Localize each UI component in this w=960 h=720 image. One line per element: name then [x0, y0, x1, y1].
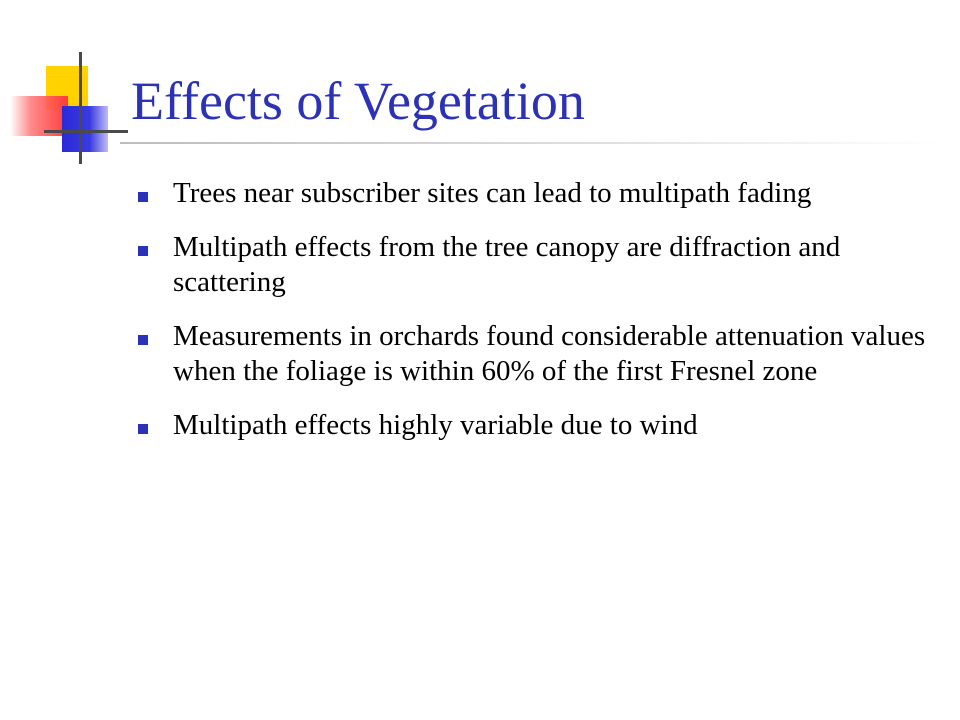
title-underline [120, 142, 940, 144]
bullet-item [136, 408, 936, 443]
bullet-text: Multipath effects from the tree canopy are diffraction and scattering [173, 231, 841, 298]
bullet-item [136, 319, 936, 389]
square-bullet-icon [138, 335, 148, 345]
bullet-item [136, 176, 936, 211]
bullet-text: Trees near subscriber sites can lead to multipath fading [173, 177, 812, 209]
vertical-line [79, 52, 82, 164]
decorative-squares-logo [0, 0, 140, 170]
square-bullet-icon [138, 192, 148, 202]
blue-square [62, 106, 108, 152]
horizontal-line [44, 130, 128, 133]
bullet-text: Measurements in orchards found considerable attenuation values when the foliage is within 60% of the first Fresnel zone [173, 320, 926, 387]
bullet-list [136, 176, 936, 462]
bullet-text: Multipath effects highly variable due to wind [173, 409, 698, 441]
slide-title: Effects of Vegetation [131, 71, 585, 131]
square-bullet-icon [138, 424, 148, 434]
square-bullet-icon [138, 246, 148, 256]
bullet-item [136, 230, 936, 300]
